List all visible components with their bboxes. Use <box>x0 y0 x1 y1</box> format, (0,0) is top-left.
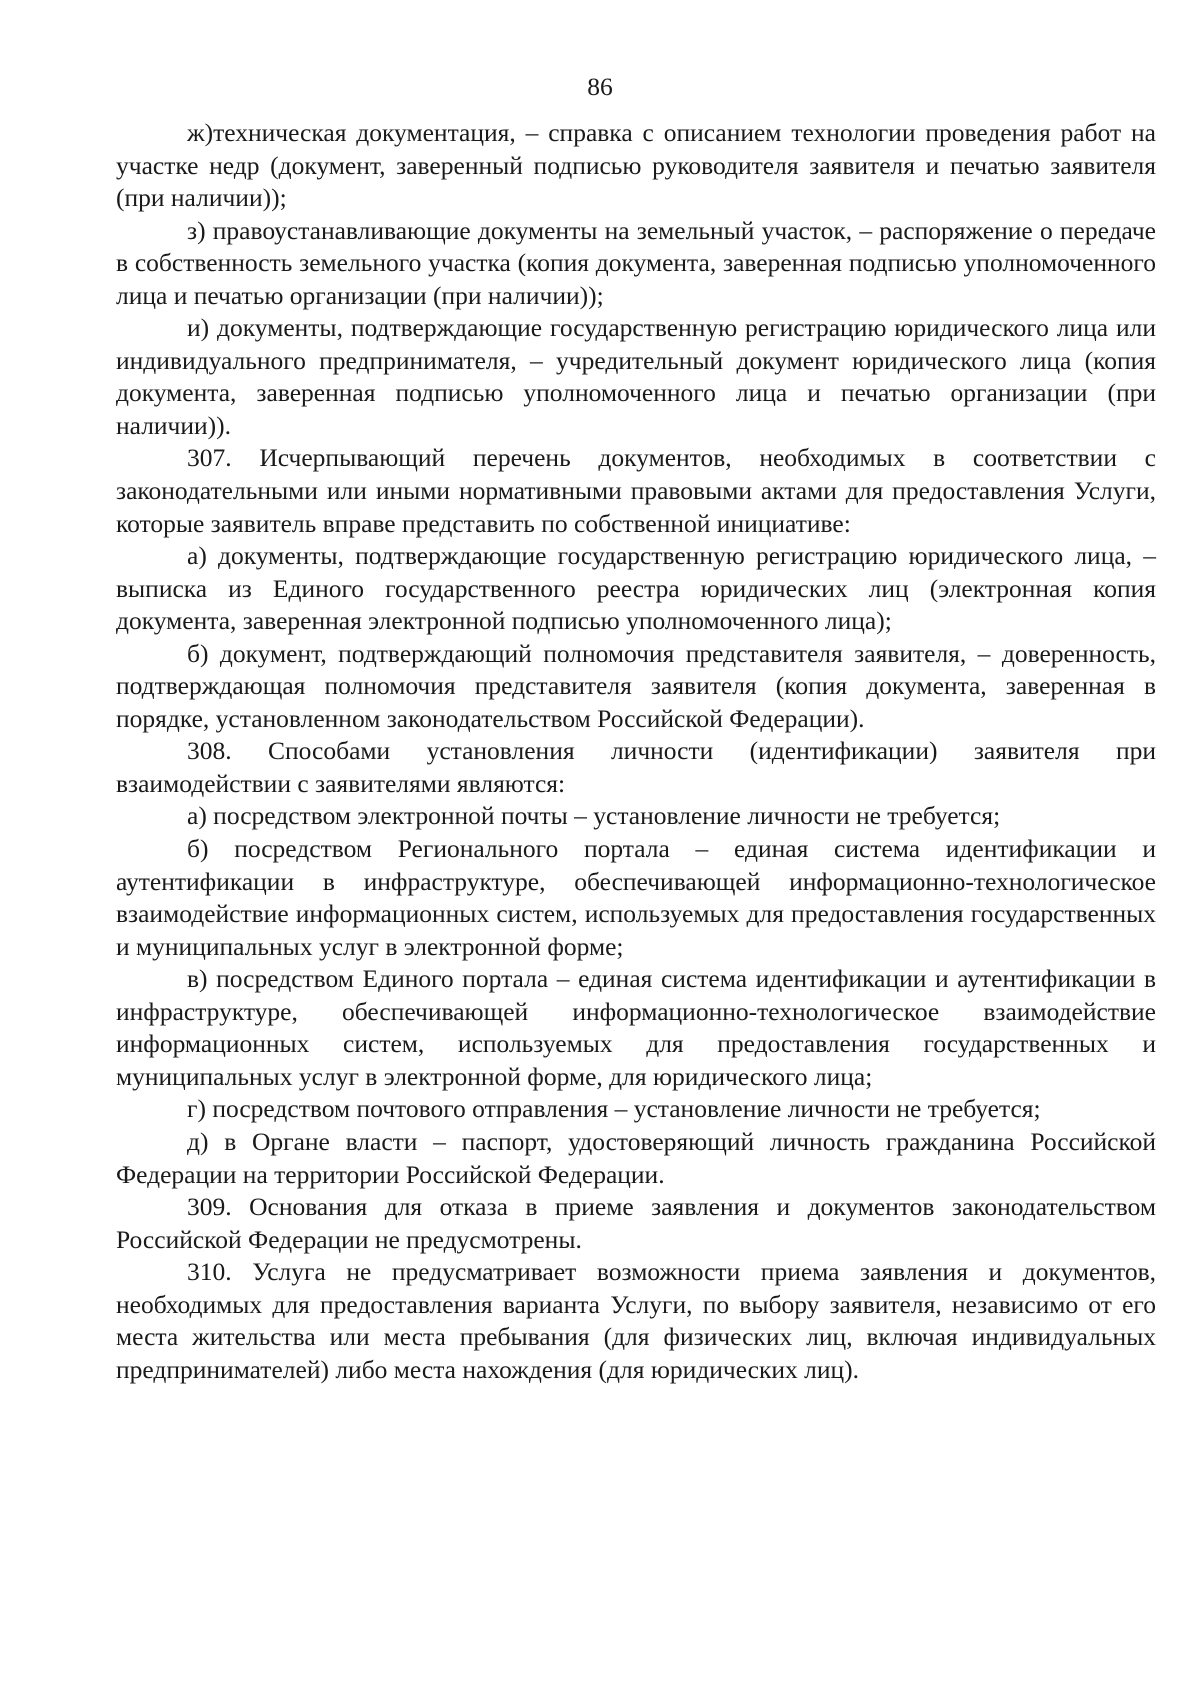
paragraph-307-b: б) документ, подтверждающий полномочия представителя заявителя, – доверенность, подтверждающая полномочия представителя заявителя (копия документа, заверенная в порядке, установленном законодательством Российской Федерации). <box>116 638 1156 733</box>
paragraph-z-land-rights: з) правоустанавливающие документы на земельный участок, – распоряжение о передаче в собственность земельного участка (копия документа, заверенная подписью уполномоченного лица и печатью организации (при наличии)); <box>116 215 1156 310</box>
paragraph-i-registration-docs: и) документы, подтверждающие государственную регистрацию юридического лица или индивидуального предпринимателя, – учредительный документ юридического лица (копия документа, заверенная подписью уполномоченного лица и печатью организации (при наличии)). <box>116 313 1156 440</box>
paragraph-308-v: в) посредством Единого портала – единая система идентификации и аутентификации в инфраструктуре, обеспечивающей информационно-технологическое взаимодействие информационных систем, используемых для предоставления государственных и муниципальных услуг в электронной форме, для юридического лица; <box>116 964 1156 1091</box>
document-body <box>116 117 1156 1386</box>
paragraph-zh-technical-docs: ж)техническая документация, – справка с описанием технологии проведения работ на участке недр (документ, заверенный подписью руководителя заявителя и печатью заявителя (при наличии)); <box>116 118 1156 213</box>
paragraph-307-a: а) документы, подтверждающие государственную регистрацию юридического лица, – выписка из Единого государственного реестра юридических лиц (электронная копия документа, заверенная электронной подписью уполномоченного лица); <box>116 541 1156 636</box>
paragraph-309: 309. Основания для отказа в приеме заявления и документов законодательством Российской Федерации не предусмотрены. <box>116 1192 1156 1254</box>
paragraph-308-b: б) посредством Регионального портала – единая система идентификации и аутентификации в инфраструктуре, обеспечивающей информационно-технологическое взаимодействие информационных систем, используемых для предоставления государственных и муниципальных услуг в электронной форме; <box>116 834 1156 961</box>
paragraph-307: 307. Исчерпывающий перечень документов, необходимых в соответствии с законодательными или иными нормативными правовыми актами для предоставления Услуги, которые заявитель вправе представить по собственной инициативе: <box>116 443 1156 538</box>
paragraph-308-g: г) посредством почтового отправления – установление личности не требуется; <box>187 1094 1041 1124</box>
paragraph-310: 310. Услуга не предусматривает возможности приема заявления и документов, необходимых для предоставления варианта Услуги, по выбору заявителя, независимо от его места жительства или места пребывания (для физических лиц, включая индивидуальных предпринимателей) либо места нахождения (для юридических лиц). <box>116 1257 1156 1384</box>
page-number: 86 <box>587 72 613 101</box>
paragraph-308: 308. Способами установления личности (идентификации) заявителя при взаимодействии с заявителями являются: <box>116 736 1156 798</box>
paragraph-308-d: д) в Органе власти – паспорт, удостоверяющий личность гражданина Российской Федерации на территории Российской Федерации. <box>116 1126 1156 1189</box>
paragraph-308-a: а) посредством электронной почты – установление личности не требуется; <box>187 801 1001 831</box>
